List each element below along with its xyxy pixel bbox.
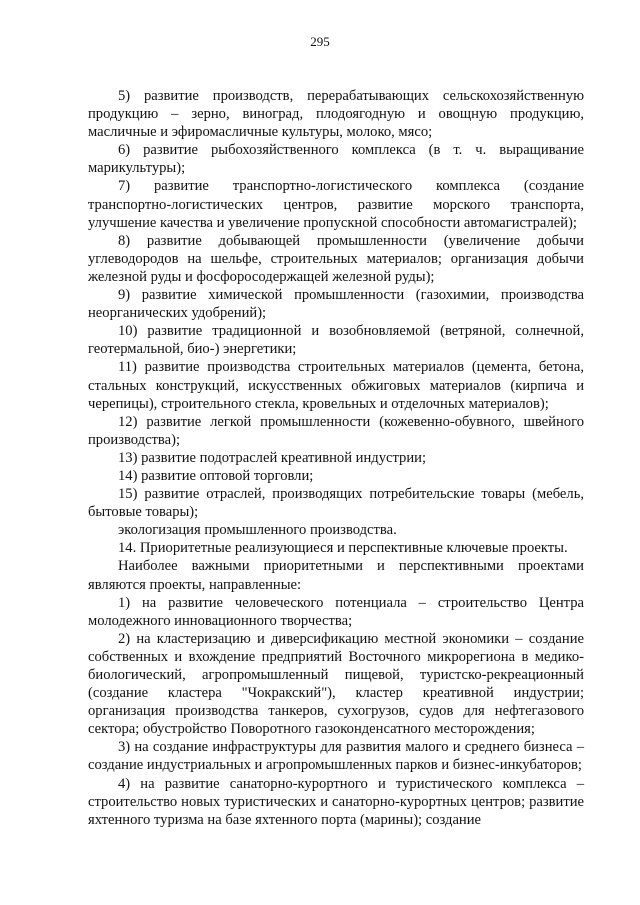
paragraph: 4) на развитие санаторно-курортного и туристического комплекса – строительство новых туристических и санаторно-курортных центров; развитие яхтенного туризма на базе яхтенного порта (марины); создание <box>88 775 584 828</box>
paragraph: 10) развитие традиционной и возобновляемой (ветряной, солнечной, геотермальной, био-) энергетики; <box>88 323 584 358</box>
section-heading: 14. Приоритетные реализующиеся и перспективные ключевые проекты. <box>118 540 568 557</box>
paragraph: 5) развитие производств, перерабатывающих сельскохозяйственную продукцию – зерно, виноград, плодоягодную и овощную продукцию, масличные и эфиромасличные культуры, молоко, мясо; <box>88 88 584 141</box>
paragraph: 1) на развитие человеческого потенциала – строительство Центра молодежного инновационного творчества; <box>88 594 584 629</box>
paragraph: 13) развитие подотраслей креативной индустрии; <box>118 449 427 466</box>
paragraph: 2) на кластеризацию и диверсификацию местной экономики – создание собственных и вхождение предприятий Восточного микрорегиона в медико-биологический, агропромышленный пищевой, туристско-рекреационный (создание кластера "Чокракский"), кластер креативной индустрии; организация производства танкеров, сухогрузов, судов для нефтегазового сектора; обустройство Поворотного газоконденсатного месторождения; <box>88 630 584 738</box>
paragraph: 14) развитие оптовой торговли; <box>118 467 314 484</box>
paragraph: 8) развитие добывающей промышленности (увеличение добычи углеводородов на шельфе, строительных материалов; организация добычи железной руды и фосфоросодержащей железной руды); <box>88 232 584 285</box>
paragraph: 9) развитие химической промышленности (газохимии, производства неорганических удобрений); <box>88 287 584 322</box>
paragraph: 7) развитие транспортно-логистического комплекса (создание транспортно-логистических центров, развитие морского транспорта, улучшение качества и увеличение пропускной способности автомагистралей); <box>88 178 584 231</box>
paragraph: 3) на создание инфраструктуры для развития малого и среднего бизнеса – создание индустриальных и агропромышленных парков и бизнес-инкубаторов; <box>88 739 584 774</box>
paragraph: 12) развитие легкой промышленности (кожевенно-обувного, швейного производства); <box>88 413 584 448</box>
document-body <box>88 87 584 829</box>
page-number: 295 <box>310 34 330 49</box>
paragraph: Наиболее важными приоритетными и перспективными проектами являются проекты, направленные: <box>88 558 584 593</box>
paragraph: экологизация промышленного производства. <box>118 522 397 539</box>
paragraph: 6) развитие рыбохозяйственного комплекса (в т. ч. выращивание марикультуры); <box>88 142 584 177</box>
paragraph: 11) развитие производства строительных материалов (цемента, бетона, стальных конструкций, искусственных обжиговых материалов (кирпича и черепицы), строительного стекла, кровельных и отделочных материалов); <box>88 359 584 412</box>
paragraph: 15) развитие отраслей, производящих потребительские товары (мебель, бытовые товары); <box>88 486 584 521</box>
